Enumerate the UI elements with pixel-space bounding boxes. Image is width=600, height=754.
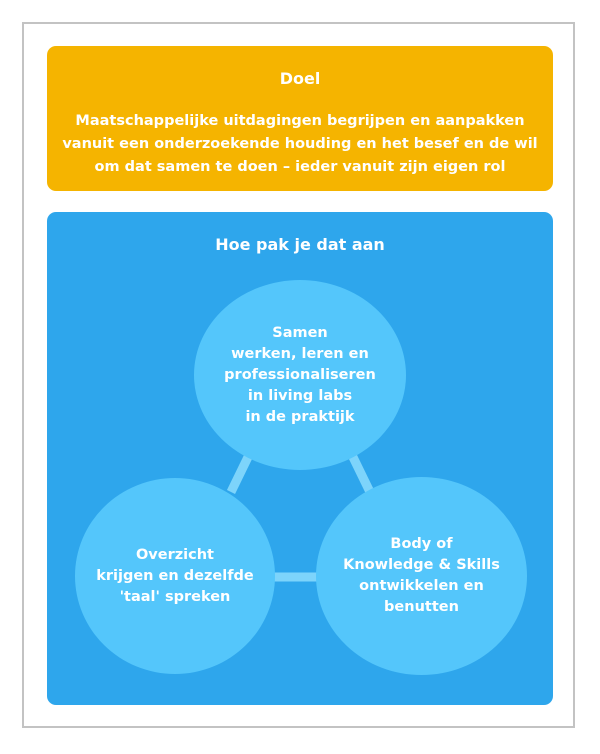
circle-overview: [75, 478, 275, 674]
circle-living-labs: [194, 280, 406, 470]
goal-text: Maatschappelijke uitdagingen begrijpen en aanpakken vanuit een onderzoekende houding en het besef en de wil om dat samen te doen – ieder vanuit zijn eigen rol: [62, 113, 538, 175]
connector-top-right: [352, 455, 370, 492]
connector-top-left: [231, 455, 249, 492]
approach-title: Hoe pak je dat aan: [215, 235, 385, 254]
circle-body-of-knowledge: [316, 477, 527, 675]
circle-overview-text: Overzicht krijgen en dezelfde 'taal' spreken: [96, 546, 254, 605]
circle-living-labs-text: Samen werken, leren en professionaliseren in living labs in de praktijk: [224, 324, 376, 425]
circle-body-of-knowledge-text: Body of Knowledge & Skills ontwikkelen en benutten: [343, 536, 500, 615]
goal-title: Doel: [279, 69, 321, 88]
